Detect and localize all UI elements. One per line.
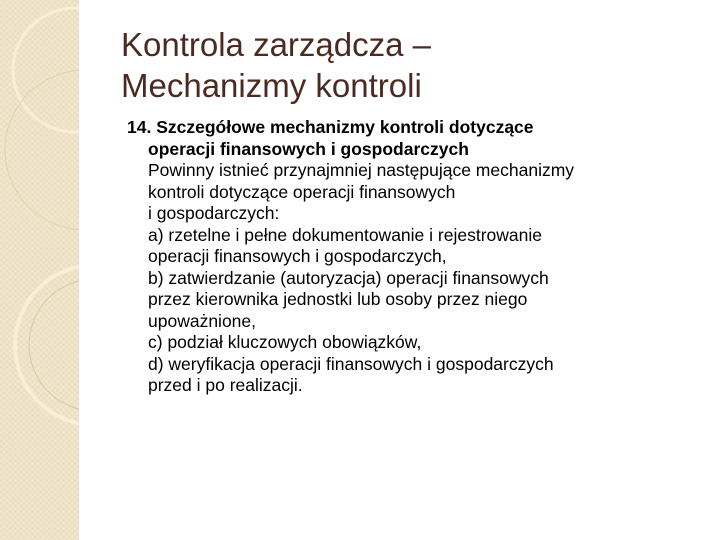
section-heading: 14. Szczegółowe mechanizmy kontroli dotyczące: [127, 117, 534, 137]
body-line: Powinny istnieć przynajmniej następujące mechanizmy: [148, 160, 575, 180]
decorative-sidebar: [0, 0, 79, 540]
body-line: a) rzetelne i pełne dokumentowanie i rejestrowanie: [148, 224, 542, 245]
title-line-2: Mechanizmy kontroli: [121, 67, 422, 104]
decorative-arcs: [0, 0, 79, 540]
body-line: c) podział kluczowych obowiązków,: [148, 332, 422, 352]
section-heading-cont: operacji finansowych i gospodarczych: [148, 138, 469, 159]
slide-body: [127, 117, 717, 397]
body-line: operacji finansowych i gospodarczych,: [148, 246, 447, 266]
body-line: i gospodarczych:: [148, 203, 280, 223]
body-line: d) weryfikacja operacji finansowych i gospodarczych: [148, 353, 554, 374]
title-line-1: Kontrola zarządcza –: [121, 26, 432, 63]
body-line: przez kierownika jednostki lub osoby przez niego: [148, 289, 528, 309]
body-line: przed i po realizacji.: [148, 375, 303, 395]
body-line: b) zatwierdzanie (autoryzacja) operacji finansowych: [148, 267, 549, 288]
body-line: upoważnione,: [148, 310, 256, 331]
slide-title: [121, 24, 431, 106]
body-line: kontroli dotyczące operacji finansowych: [148, 181, 456, 202]
